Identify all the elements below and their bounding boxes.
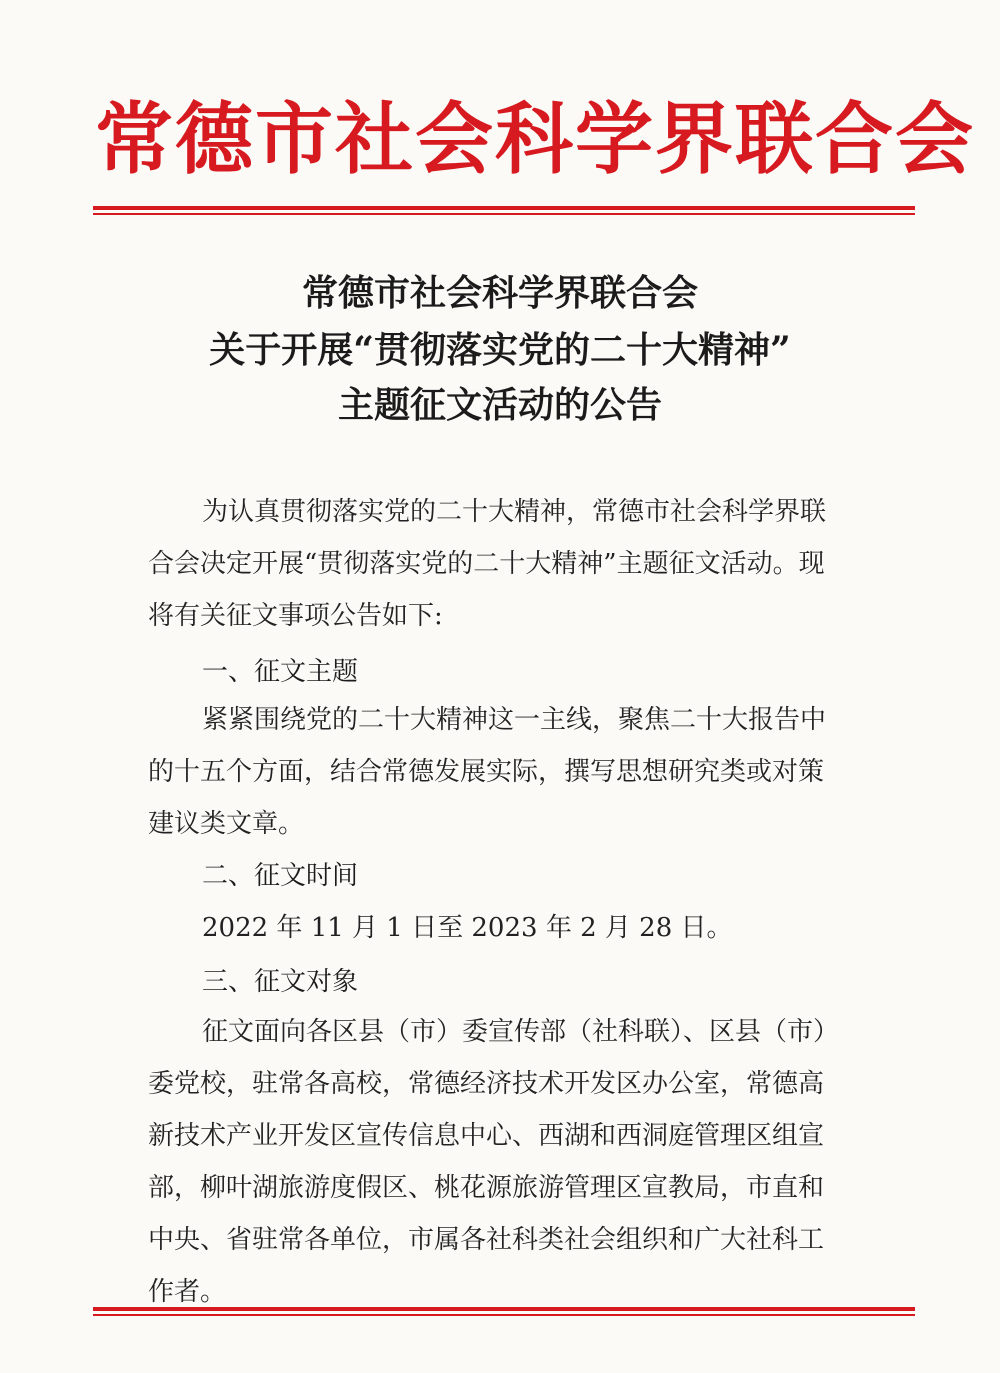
paragraph-line: 部，柳叶湖旅游度假区、桃花源旅游管理区宣教局，市直和 xyxy=(148,1173,825,1203)
document-title-line-1: 常德市社会科学界联合会 xyxy=(301,272,698,314)
paragraph-line: 委党校，驻常各高校，常德经济技术开发区办公室，常德高 xyxy=(148,1069,825,1099)
section-heading-theme: 一、征文主题 xyxy=(202,657,359,687)
section-theme-paragraph xyxy=(148,694,868,850)
section-heading-time: 二、征文时间 xyxy=(202,861,359,891)
letterhead-org-name: 常德市社会科学界联合会 xyxy=(95,94,976,185)
section-time-paragraph xyxy=(148,902,868,954)
section-audience-paragraph xyxy=(148,1006,868,1318)
document-title-line-2: 关于开展“贯彻落实党的二十大精神” xyxy=(209,329,791,371)
paragraph-line: 中央、省驻常各单位，市属各社科类社会组织和广大社科工 xyxy=(148,1225,825,1255)
intro-line: 合会决定开展“贯彻落实党的二十大精神”主题征文活动。现 xyxy=(148,549,825,579)
footer-red-rule xyxy=(93,1307,915,1316)
paragraph-line: 作者。 xyxy=(148,1277,227,1307)
intro-line: 将有关征文事项公告如下: xyxy=(148,601,443,631)
paragraph-line: 征文面向各区县（市）委宣传部（社科联）、区县（市） xyxy=(202,1017,840,1047)
paragraph-line: 新技术产业开发区宣传信息中心、西湖和西洞庭管理区组宣 xyxy=(148,1121,825,1151)
document-title-line-3: 主题征文活动的公告 xyxy=(337,384,662,426)
intro-paragraph xyxy=(148,486,868,642)
rule-thin-line xyxy=(93,213,915,215)
paragraph-line: 的十五个方面，结合常德发展实际，撰写思想研究类或对策 xyxy=(148,757,825,787)
letterhead-red-rule xyxy=(93,206,915,215)
intro-line: 为认真贯彻落实党的二十大精神，常德市社会科学界联 xyxy=(202,497,827,527)
rule-thin-line xyxy=(93,1314,915,1316)
paragraph-line: 紧紧围绕党的二十大精神这一主线，聚焦二十大报告中 xyxy=(202,705,827,735)
paragraph-line: 2022 年 11 月 1 日至 2023 年 2 月 28 日。 xyxy=(202,913,733,943)
paragraph-line: 建议类文章。 xyxy=(148,809,305,839)
section-heading-audience: 三、征文对象 xyxy=(202,967,359,997)
